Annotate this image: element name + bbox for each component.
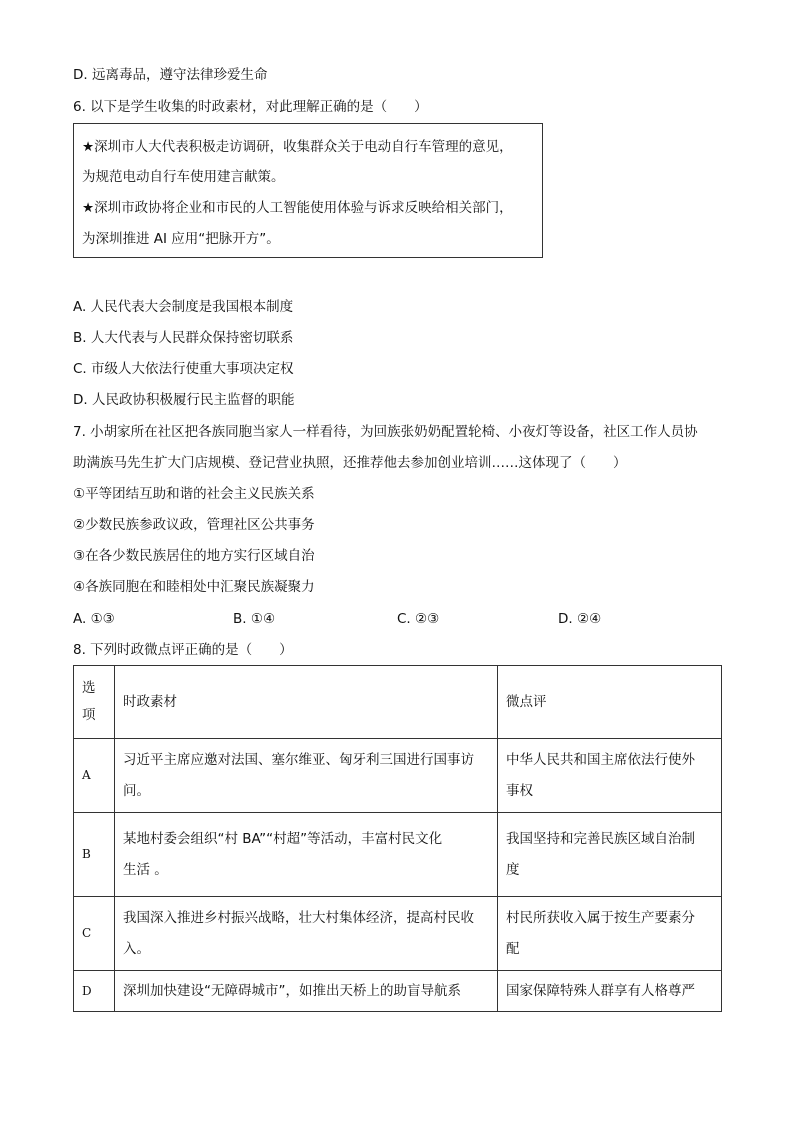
material-line: 我国深入推进乡村振兴战略，壮大村集体经济，提高村民收 <box>123 909 474 926</box>
q7-stem-line1: 7. 小胡家所在社区把各族同胞当家人一样看待，为回族张奶奶配置轮椅、小夜灯等设备，社区工作人员协 <box>73 424 698 440</box>
material-line: 某地村委会组织“村 BA”“村超”等活动，丰富村民文化 <box>123 830 443 847</box>
row-option: D <box>74 971 115 1012</box>
table-row <box>74 739 722 813</box>
material-line: 生活 。 <box>123 861 168 878</box>
material-line: 入。 <box>123 940 150 957</box>
comment-line: 度 <box>506 861 520 878</box>
header-comment: 微点评 <box>498 666 722 739</box>
row-material <box>115 739 498 813</box>
row-comment <box>498 897 722 971</box>
q7-statement-4: ④各族同胞在和睦相处中汇聚民族凝聚力 <box>73 579 315 595</box>
q6-option-c: C. 市级人大依法行使重大事项决定权 <box>73 361 294 377</box>
q6-material-line: 为深圳推进 AI 应用“把脉开方”。 <box>82 231 280 247</box>
q6-stem: 6. 以下是学生收集的时政素材，对此理解正确的是（ ） <box>73 99 428 115</box>
q7-option-b: B. ①④ <box>233 611 276 627</box>
row-comment <box>498 739 722 813</box>
q7-option-c: C. ②③ <box>397 611 440 627</box>
comment-line: 国家保障特殊人群享有人格尊严 <box>506 982 695 999</box>
comment-line: 村民所获收入属于按生产要素分 <box>506 909 695 926</box>
table-row <box>74 971 722 1012</box>
row-material <box>115 897 498 971</box>
row-material <box>115 813 498 897</box>
header-option-line: 选 <box>82 680 96 696</box>
material-line: 习近平主席应邀对法国、塞尔维亚、匈牙利三国进行国事访 <box>123 751 474 768</box>
comment-line: 配 <box>506 940 520 957</box>
table-row <box>74 897 722 971</box>
header-option-line: 项 <box>82 707 96 723</box>
q7-statement-1: ①平等团结互助和谐的社会主义民族关系 <box>73 486 315 502</box>
material-line: 问。 <box>123 782 150 799</box>
q8-stem: 8. 下列时政微点评正确的是（ ） <box>73 642 293 658</box>
table-row <box>74 813 722 897</box>
header-material: 时政素材 <box>115 666 498 739</box>
q6-material-line: ★深圳市人大代表积极走访调研，收集群众关于电动自行车管理的意见， <box>82 139 513 155</box>
row-material <box>115 971 498 1012</box>
row-comment <box>498 971 722 1012</box>
material-line: 深圳加快建设“无障碍城市”，如推出天桥上的助盲导航系 <box>123 982 461 999</box>
q6-material-line: 为规范电动自行车使用建言献策。 <box>82 169 285 185</box>
comment-line: 中华人民共和国主席依法行使外 <box>506 751 695 768</box>
q6-option-a: A. 人民代表大会制度是我国根本制度 <box>73 299 294 315</box>
q7-statement-3: ③在各少数民族居住的地方实行区域自治 <box>73 548 315 564</box>
row-option: A <box>74 739 115 813</box>
q7-stem-line2: 助满族马先生扩大门店规模、登记营业执照，还推荐他去参加创业培训……这体现了（ ） <box>73 455 627 471</box>
q6-option-b: B. 人大代表与人民群众保持密切联系 <box>73 330 294 346</box>
table-header-row <box>74 666 722 739</box>
q7-options <box>73 609 673 629</box>
row-option: C <box>74 897 115 971</box>
q6-option-d: D. 人民政协积极履行民主监督的职能 <box>73 392 295 408</box>
q7-option-d: D. ②④ <box>558 611 602 627</box>
q5-option-d: D. 远离毒品，遵守法律珍爱生命 <box>73 67 268 83</box>
row-comment <box>498 813 722 897</box>
comment-line: 我国坚持和完善民族区域自治制 <box>506 830 695 847</box>
q7-option-a: A. ①③ <box>73 611 115 627</box>
q6-material-box <box>73 123 543 258</box>
comment-line: 事权 <box>506 782 533 799</box>
q8-table <box>73 665 722 1012</box>
header-option <box>74 666 115 739</box>
row-option: B <box>74 813 115 897</box>
q6-material-line: ★深圳市政协将企业和市民的人工智能使用体验与诉求反映给相关部门， <box>82 200 513 216</box>
q7-statement-2: ②少数民族参政议政，管理社区公共事务 <box>73 517 315 533</box>
